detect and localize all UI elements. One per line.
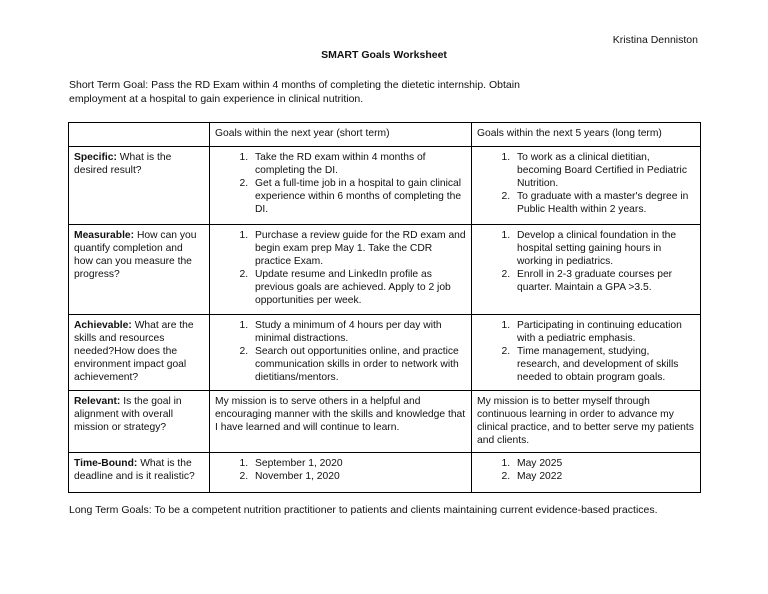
table-header-row: [69, 123, 701, 147]
short-term-list: [215, 457, 466, 483]
long-term-cell: [472, 453, 701, 493]
long-term-cell: My mission is to better myself through continuous learning in order to advance my clinical practice, and to better serve my patients and clients.: [472, 391, 701, 453]
header-long-term: Goals within the next 5 years (long term): [472, 123, 701, 147]
list-item: 1. Develop a clinical foundation in the hospital setting gaining hours in working in pediatrics.: [513, 229, 695, 268]
list-item: 1. May 2025: [513, 457, 695, 470]
list-item: 2. Enroll in 2-3 graduate courses per quarter. Maintain a GPA >3.5.: [513, 268, 695, 294]
smart-goals-table: [68, 122, 701, 493]
table-row-relevant: [69, 391, 701, 453]
long-term-goal-text: Long Term Goals: To be a competent nutrition practitioner to patients and clients maintaining current evidence-based practices.: [69, 504, 658, 516]
list-item: 1. September 1, 2020: [251, 457, 466, 470]
short-term-cell: [210, 225, 472, 315]
short-term-list: [215, 319, 466, 384]
list-item: 1. Participating in continuing education with a pediatric emphasis.: [513, 319, 695, 345]
list-item: 2. May 2022: [513, 470, 695, 483]
row-label-cell: [69, 315, 210, 391]
row-question: How can you quantify completion and how can you measure the progress?: [74, 230, 197, 280]
short-term-cell: [210, 147, 472, 225]
table-row-measurable: [69, 225, 701, 315]
row-question: What is the deadline and is it realistic?: [74, 458, 195, 482]
row-label: Relevant:: [74, 396, 121, 407]
long-term-cell: [472, 225, 701, 315]
list-item: 1. Purchase a review guide for the RD exam and begin exam prep May 1. Take the CDR practice Exam.: [251, 229, 466, 268]
row-label: Time-Bound:: [74, 458, 138, 469]
row-label: Measurable:: [74, 230, 135, 241]
row-label-cell: [69, 147, 210, 225]
table-row-time-bound: [69, 453, 701, 493]
long-term-list: [477, 229, 695, 294]
long-term-cell: [472, 315, 701, 391]
row-question: What is the desired result?: [74, 152, 172, 176]
long-term-list: [477, 319, 695, 384]
list-item: 1. Study a minimum of 4 hours per day with minimal distractions.: [251, 319, 466, 345]
list-item: 1. To work as a clinical dietitian, becoming Board Certified in Pediatric Nutrition.: [513, 151, 695, 190]
row-question: What are the skills and resources needed?How does the environment impact goal achievement?: [74, 320, 194, 383]
long-term-list: [477, 151, 695, 216]
row-label-cell: [69, 391, 210, 453]
list-item: 2. Time management, studying, research, and development of skills needed to obtain program goals.: [513, 345, 695, 384]
header-short-term: Goals within the next year (short term): [210, 123, 472, 147]
author-name: Kristina Denniston: [612, 34, 698, 46]
long-term-list: [477, 457, 695, 483]
row-label-cell: [69, 225, 210, 315]
list-item: 2. November 1, 2020: [251, 470, 466, 483]
short-term-cell: [210, 453, 472, 493]
page-title: SMART Goals Worksheet: [321, 49, 447, 61]
list-item: 2. Get a full-time job in a hospital to gain clinical experience within 6 months of completing the DI.: [251, 177, 466, 216]
table-row-specific: [69, 147, 701, 225]
short-term-list: [215, 229, 466, 307]
row-label-cell: [69, 453, 210, 493]
row-label: Specific:: [74, 152, 117, 163]
short-term-cell: [210, 315, 472, 391]
short-term-list: [215, 151, 466, 216]
list-item: 2. To graduate with a master's degree in Public Health within 2 years.: [513, 190, 695, 216]
row-label: Achievable:: [74, 320, 132, 331]
list-item: 2. Search out opportunities online, and practice communication skills in order to network with dietitians/mentors.: [251, 345, 466, 384]
list-item: 1. Take the RD exam within 4 months of completing the DI.: [251, 151, 466, 177]
header-cell-empty: [69, 123, 210, 147]
short-term-cell: My mission is to serve others in a helpful and encouraging manner with the skills and knowledge that I have learned and will continue to learn.: [210, 391, 472, 453]
short-term-goal-text: Short Term Goal: Pass the RD Exam within 4 months of completing the dietetic internship. Obtain employment at a hospital to gain experience in clinical nutrition.: [69, 79, 520, 105]
row-question: Is the goal in alignment with overall mission or strategy?: [74, 396, 182, 433]
table-row-achievable: [69, 315, 701, 391]
long-term-cell: [472, 147, 701, 225]
list-item: 2. Update resume and LinkedIn profile as previous goals are achieved. Apply to 2 job opportunities per week.: [251, 268, 466, 307]
